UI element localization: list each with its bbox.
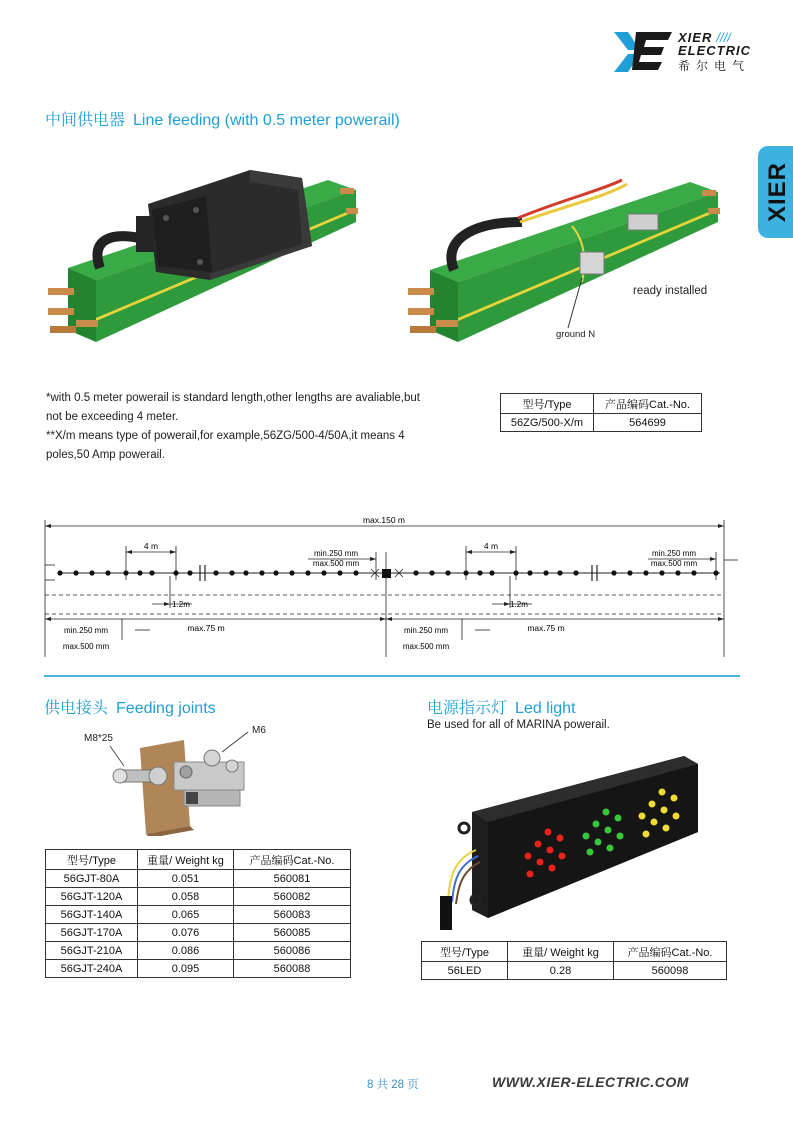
feeding-joints-title-en: Feeding joints — [116, 700, 216, 717]
m8-bolt-label: M8*25 — [84, 733, 113, 744]
dim-min250-label: min.250 mm — [313, 549, 359, 558]
side-tab — [758, 146, 793, 238]
table-cell: 0.076 — [138, 924, 234, 942]
table-cell: 56GJT-210A — [46, 942, 138, 960]
table-header-row — [501, 394, 702, 414]
table-header: 产品编码Cat.-No. — [614, 942, 727, 962]
table-cell: 56GJT-140A — [46, 906, 138, 924]
table-row — [501, 414, 702, 432]
table-header: 型号/Type — [501, 394, 594, 414]
section-divider — [44, 675, 740, 677]
dim-max500-label: max.500 mm — [650, 559, 698, 568]
line-feeder-housing-image — [40, 160, 370, 350]
feeding-joints-title-cn: 供电接头 — [44, 700, 109, 717]
table-cell: 560082 — [234, 888, 351, 906]
line-feeder-installed-image — [402, 160, 732, 350]
led-light-title-cn: 电源指示灯 — [427, 700, 508, 717]
table-cell: 56GJT-170A — [46, 924, 138, 942]
dim-gap-right-label: 1.2m — [510, 600, 528, 609]
table-header: 型号/Type — [422, 942, 508, 962]
dim-total-label: max.150 m — [362, 515, 406, 525]
dim-min250-label: min.250 mm — [651, 549, 697, 558]
table-row — [46, 888, 351, 906]
table-header: 型号/Type — [46, 850, 138, 870]
table-row — [46, 870, 351, 888]
note-line: *with 0.5 meter powerail is standard length,other lengths are avaliable,but — [46, 392, 420, 404]
table-cell: 56ZG/500-X/m — [501, 414, 594, 432]
line-feeding-title — [45, 107, 400, 130]
table-cell: 0.065 — [138, 906, 234, 924]
dim-4m-right-label: 4 m — [483, 541, 499, 551]
feeding-joint-image — [100, 726, 270, 836]
table-cell: 56GJT-80A — [46, 870, 138, 888]
table-header: 重量/ Weight kg — [508, 942, 614, 962]
table-row — [422, 962, 727, 980]
table-header: 产品编码Cat.-No. — [234, 850, 351, 870]
note-line: **X/m means type of powerail,for example,56ZG/500-4/50A,it means 4 — [46, 430, 405, 442]
note-line: poles,50 Amp powerail. — [46, 449, 165, 461]
feeding-layout-diagram — [40, 512, 745, 657]
side-tab-label: XIER — [764, 161, 791, 223]
table-header: 重量/ Weight kg — [138, 850, 234, 870]
table-header-row — [422, 942, 727, 962]
table-cell: 564699 — [594, 414, 702, 432]
led-light-table — [421, 941, 727, 980]
logo-x-icon — [612, 30, 672, 72]
led-light-image — [432, 750, 707, 940]
dim-min250-label: min.250 mm — [403, 626, 449, 635]
table-row — [46, 924, 351, 942]
table-cell: 560086 — [234, 942, 351, 960]
table-cell: 56GJT-120A — [46, 888, 138, 906]
table-cell: 560088 — [234, 960, 351, 978]
led-light-title — [427, 695, 576, 718]
dim-max500-label: max.500 mm — [62, 642, 110, 651]
line-feeding-table — [500, 393, 702, 432]
feeding-joints-table — [45, 849, 351, 978]
table-cell: 560083 — [234, 906, 351, 924]
page-number: 8 共 28 页 — [367, 1079, 419, 1091]
table-row — [46, 906, 351, 924]
logo-text-electric: ELECTRIC — [678, 43, 751, 58]
website-link[interactable]: WWW.XIER-ELECTRIC.COM — [492, 1074, 689, 1090]
table-row — [46, 960, 351, 978]
dim-max75-right-label: max.75 m — [527, 623, 565, 633]
led-light-subtitle: Be used for all of MARINA powerail. — [427, 719, 610, 731]
table-row — [46, 942, 351, 960]
table-cell: 560098 — [614, 962, 727, 980]
logo-text-xier: XIER — [678, 30, 713, 45]
dim-gap-left-label: 1.2m — [172, 600, 190, 609]
table-header: 产品编码Cat.-No. — [594, 394, 702, 414]
table-cell: 0.058 — [138, 888, 234, 906]
led-light-title-en: Led light — [515, 700, 576, 717]
ready-installed-caption: ready installed — [633, 285, 708, 297]
table-header-row — [46, 850, 351, 870]
note-line: not be exceeding 4 meter. — [46, 411, 179, 423]
line-feeding-title-cn: 中间供电器 — [45, 112, 126, 129]
table-cell: 0.095 — [138, 960, 234, 978]
table-cell: 560081 — [234, 870, 351, 888]
dim-max500-label: max.500 mm — [312, 559, 360, 568]
table-cell: 0.28 — [508, 962, 614, 980]
line-feeding-notes — [46, 389, 456, 465]
feeding-joints-title — [44, 695, 216, 718]
dim-4m-left-label: 4 m — [143, 541, 159, 551]
logo-text-cn: 希尔电气 — [678, 59, 751, 73]
dim-max75-left-label: max.75 m — [187, 623, 225, 633]
table-cell: 0.086 — [138, 942, 234, 960]
line-feeding-title-en: Line feeding (with 0.5 meter powerail) — [133, 112, 400, 129]
m6-bolt-label: M6 — [252, 725, 266, 736]
table-cell: 56LED — [422, 962, 508, 980]
ground-n-caption: ground N — [556, 329, 596, 340]
brand-logo — [612, 28, 762, 74]
dim-min250-label: min.250 mm — [63, 626, 109, 635]
table-cell: 0.051 — [138, 870, 234, 888]
table-cell: 560085 — [234, 924, 351, 942]
table-cell: 56GJT-240A — [46, 960, 138, 978]
dim-max500-label: max.500 mm — [402, 642, 450, 651]
logo-slashes: //// — [716, 30, 731, 45]
